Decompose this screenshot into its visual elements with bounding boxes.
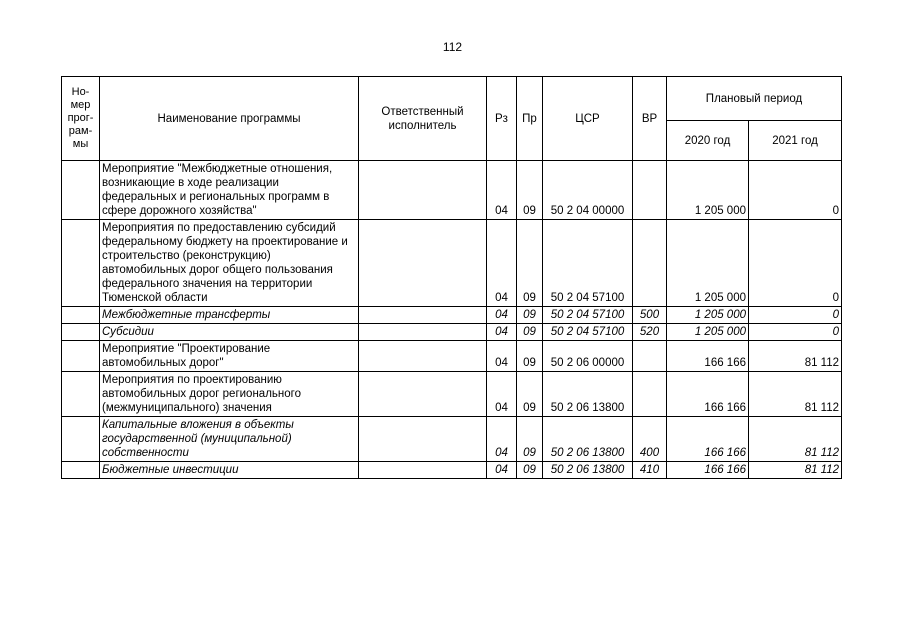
cell-name: Мероприятия по проектированию автомобильных дорог регионального (межмуниципального) значения [100,372,359,417]
cell-executor [359,372,487,417]
cell-pr: 09 [517,372,543,417]
cell-2021: 0 [749,161,842,220]
cell-name: Бюджетные инвестиции [100,462,359,479]
cell-rz: 04 [487,220,517,307]
header-executor: Ответственный исполнитель [359,77,487,161]
cell-rz: 04 [487,307,517,324]
cell-name: Мероприятие "Проектирование автомобильных дорог" [100,341,359,372]
header-year-2020: 2020 год [667,121,749,161]
header-year-2021: 2021 год [749,121,842,161]
cell-vr [633,220,667,307]
cell-vr: 500 [633,307,667,324]
cell-csr: 50 2 06 00000 [543,341,633,372]
cell-2021: 81 112 [749,341,842,372]
cell-rz: 04 [487,161,517,220]
cell-executor [359,324,487,341]
table-row [62,307,842,324]
cell-csr: 50 2 04 57100 [543,307,633,324]
header-csr: ЦСР [543,77,633,161]
table-row [62,324,842,341]
cell-2020: 1 205 000 [667,307,749,324]
cell-executor [359,307,487,324]
cell-executor [359,462,487,479]
cell-name: Субсидии [100,324,359,341]
cell-vr [633,372,667,417]
cell-rz: 04 [487,324,517,341]
cell-vr: 400 [633,417,667,462]
cell-name: Мероприятия по предоставлению субсидий федеральному бюджету на проектирование и строительство (реконструкцию) автомобильных дорог общего пользования федерального значения на территории Тюменской области [100,220,359,307]
cell-number [62,372,100,417]
table-row [62,372,842,417]
cell-number [62,462,100,479]
cell-2021: 81 112 [749,372,842,417]
cell-executor [359,220,487,307]
header-program-number: Но-мер прог-рам-мы [62,77,100,161]
table-row [62,341,842,372]
cell-2020: 1 205 000 [667,161,749,220]
cell-rz: 04 [487,341,517,372]
cell-number [62,220,100,307]
cell-pr: 09 [517,307,543,324]
cell-pr: 09 [517,324,543,341]
cell-2021: 0 [749,307,842,324]
cell-vr [633,341,667,372]
table-row [62,417,842,462]
table-row [62,220,842,307]
cell-2021: 0 [749,324,842,341]
cell-vr: 520 [633,324,667,341]
cell-2020: 166 166 [667,417,749,462]
cell-vr [633,161,667,220]
cell-number [62,341,100,372]
header-vr: ВР [633,77,667,161]
cell-csr: 50 2 04 57100 [543,220,633,307]
cell-csr: 50 2 04 00000 [543,161,633,220]
cell-number [62,161,100,220]
cell-2020: 166 166 [667,372,749,417]
cell-pr: 09 [517,161,543,220]
cell-pr: 09 [517,417,543,462]
cell-pr: 09 [517,341,543,372]
cell-csr: 50 2 04 57100 [543,324,633,341]
cell-pr: 09 [517,220,543,307]
cell-executor [359,341,487,372]
cell-csr: 50 2 06 13800 [543,372,633,417]
header-rz: Рз [487,77,517,161]
cell-rz: 04 [487,372,517,417]
cell-2020: 1 205 000 [667,220,749,307]
cell-rz: 04 [487,417,517,462]
cell-2021: 81 112 [749,417,842,462]
cell-2021: 81 112 [749,462,842,479]
budget-table [61,76,842,479]
cell-number [62,324,100,341]
table-header [62,77,842,161]
cell-executor [359,417,487,462]
cell-executor [359,161,487,220]
header-program-name: Наименование программы [100,77,359,161]
cell-2020: 166 166 [667,341,749,372]
table-row [62,462,842,479]
cell-pr: 09 [517,462,543,479]
cell-name: Капитальные вложения в объекты государственной (муниципальной) собственности [100,417,359,462]
page-number: 112 [442,40,463,54]
cell-2021: 0 [749,220,842,307]
cell-name: Мероприятие "Межбюджетные отношения, возникающие в ходе реализации федеральных и региональных программ в сфере дорожного хозяйства" [100,161,359,220]
header-pr: Пр [517,77,543,161]
cell-csr: 50 2 06 13800 [543,417,633,462]
cell-name: Межбюджетные трансферты [100,307,359,324]
cell-csr: 50 2 06 13800 [543,462,633,479]
table-row [62,161,842,220]
cell-number [62,417,100,462]
cell-rz: 04 [487,462,517,479]
cell-vr: 410 [633,462,667,479]
cell-number [62,307,100,324]
cell-2020: 1 205 000 [667,324,749,341]
cell-2020: 166 166 [667,462,749,479]
header-planned-period: Плановый период [667,77,842,121]
